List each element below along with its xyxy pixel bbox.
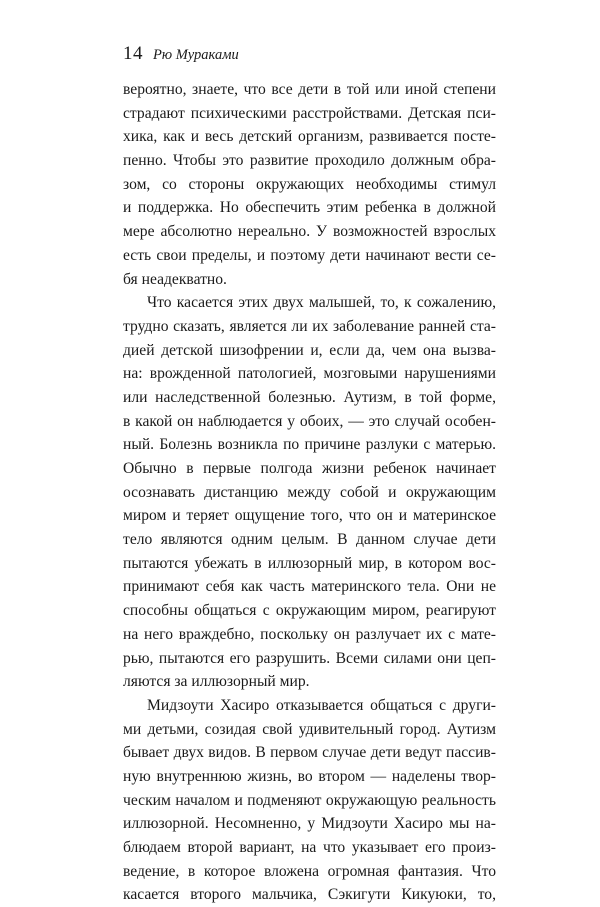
text-line: есть свои пределы, и поэтому дети начинают вести се- <box>123 246 496 264</box>
text-line: ческим началом и подменяют окружающую реальность <box>123 791 496 809</box>
text-line: дией детской шизофрении и, если да, чем она вызва- <box>123 341 496 359</box>
running-title: Рю Мураками <box>153 47 239 63</box>
text-line: страдают психическими расстройствами. Детская пси- <box>123 104 496 122</box>
text-line: осознавать дистанцию между собой и окружающим <box>123 483 496 501</box>
text-line: блюдаем второй вариант, на что указывает его произ- <box>123 839 496 856</box>
text-line: пенно. Чтобы это развитие проходило должным обра- <box>123 152 496 170</box>
paragraph <box>123 78 496 291</box>
text-line: или наследственной болезнью. Аутизм, в той форме, <box>123 388 496 406</box>
text-line: тело являются одним целым. В данном случае дети <box>123 531 496 549</box>
text-line: ную внутреннюю жизнь, во втором — наделены твор- <box>123 767 496 785</box>
text-line: бывает двух видов. В первом случае дети ведут пассив- <box>123 744 496 762</box>
text-line: ми детьми, созидая свой удивительный город. Аутизм <box>123 720 496 738</box>
paragraph <box>123 694 496 907</box>
text-line: пытаются убежать в иллюзорный мир, в котором вос- <box>123 554 496 572</box>
text-line: Мидзоути Хасиро отказывается общаться с други- <box>147 696 496 714</box>
text-line: хика, как и весь детский организм, развивается посте- <box>123 128 496 146</box>
text-line: ляются за иллюзорный мир. <box>123 673 310 691</box>
text-line: иллюзорной. Несомненно, у Мидзоути Хасиро мы на- <box>123 815 496 833</box>
text-line: на: врожденной патологией, мозговыми нарушениями <box>123 365 496 383</box>
text-line: и поддержка. Но обеспечить этим ребенка в должной <box>123 199 496 217</box>
text-line: способны общаться с окружающим миром, реагируют <box>123 602 496 620</box>
text-line: ный. Болезнь возникла по причине разлуки с матерью. <box>123 436 496 454</box>
text-line: принимают себя как часть материнского тела. Они не <box>123 578 496 596</box>
paragraph <box>123 291 496 694</box>
text-line: ведение, в которое вложена огромная фантазия. Что <box>123 862 496 880</box>
running-head <box>123 43 239 65</box>
text-line: мере абсолютно нереально. У возможностей взрослых <box>123 223 496 241</box>
text-line: в какой он наблюдается у обоих, — это случай особен- <box>123 412 496 430</box>
text-line: зом, со стороны окружающих необходимы стимул <box>123 175 496 193</box>
text-line: рью, пытаются его разрушить. Всеми силами они цеп- <box>123 649 496 667</box>
text-line: бя неадекватно. <box>123 270 227 288</box>
text-line: Обычно в первые полгода жизни ребенок начинает <box>123 460 496 477</box>
page-number: 14 <box>123 43 143 64</box>
text-line: вероятно, знаете, что все дети в той или иной степени <box>123 81 496 98</box>
text-line: Что касается этих двух малышей, то, к сожалению, <box>147 294 496 312</box>
text-line: трудно сказать, является ли их заболевание ранней ста- <box>123 317 496 335</box>
text-line: на него враждебно, поскольку он разлучает их с мате- <box>123 625 496 643</box>
text-line: миром и теряет ощущение того, что он и материнское <box>123 507 496 525</box>
body-text <box>123 78 496 907</box>
text-line: касается второго мальчика, Сэкигути Кикуюки, то, <box>123 886 496 904</box>
